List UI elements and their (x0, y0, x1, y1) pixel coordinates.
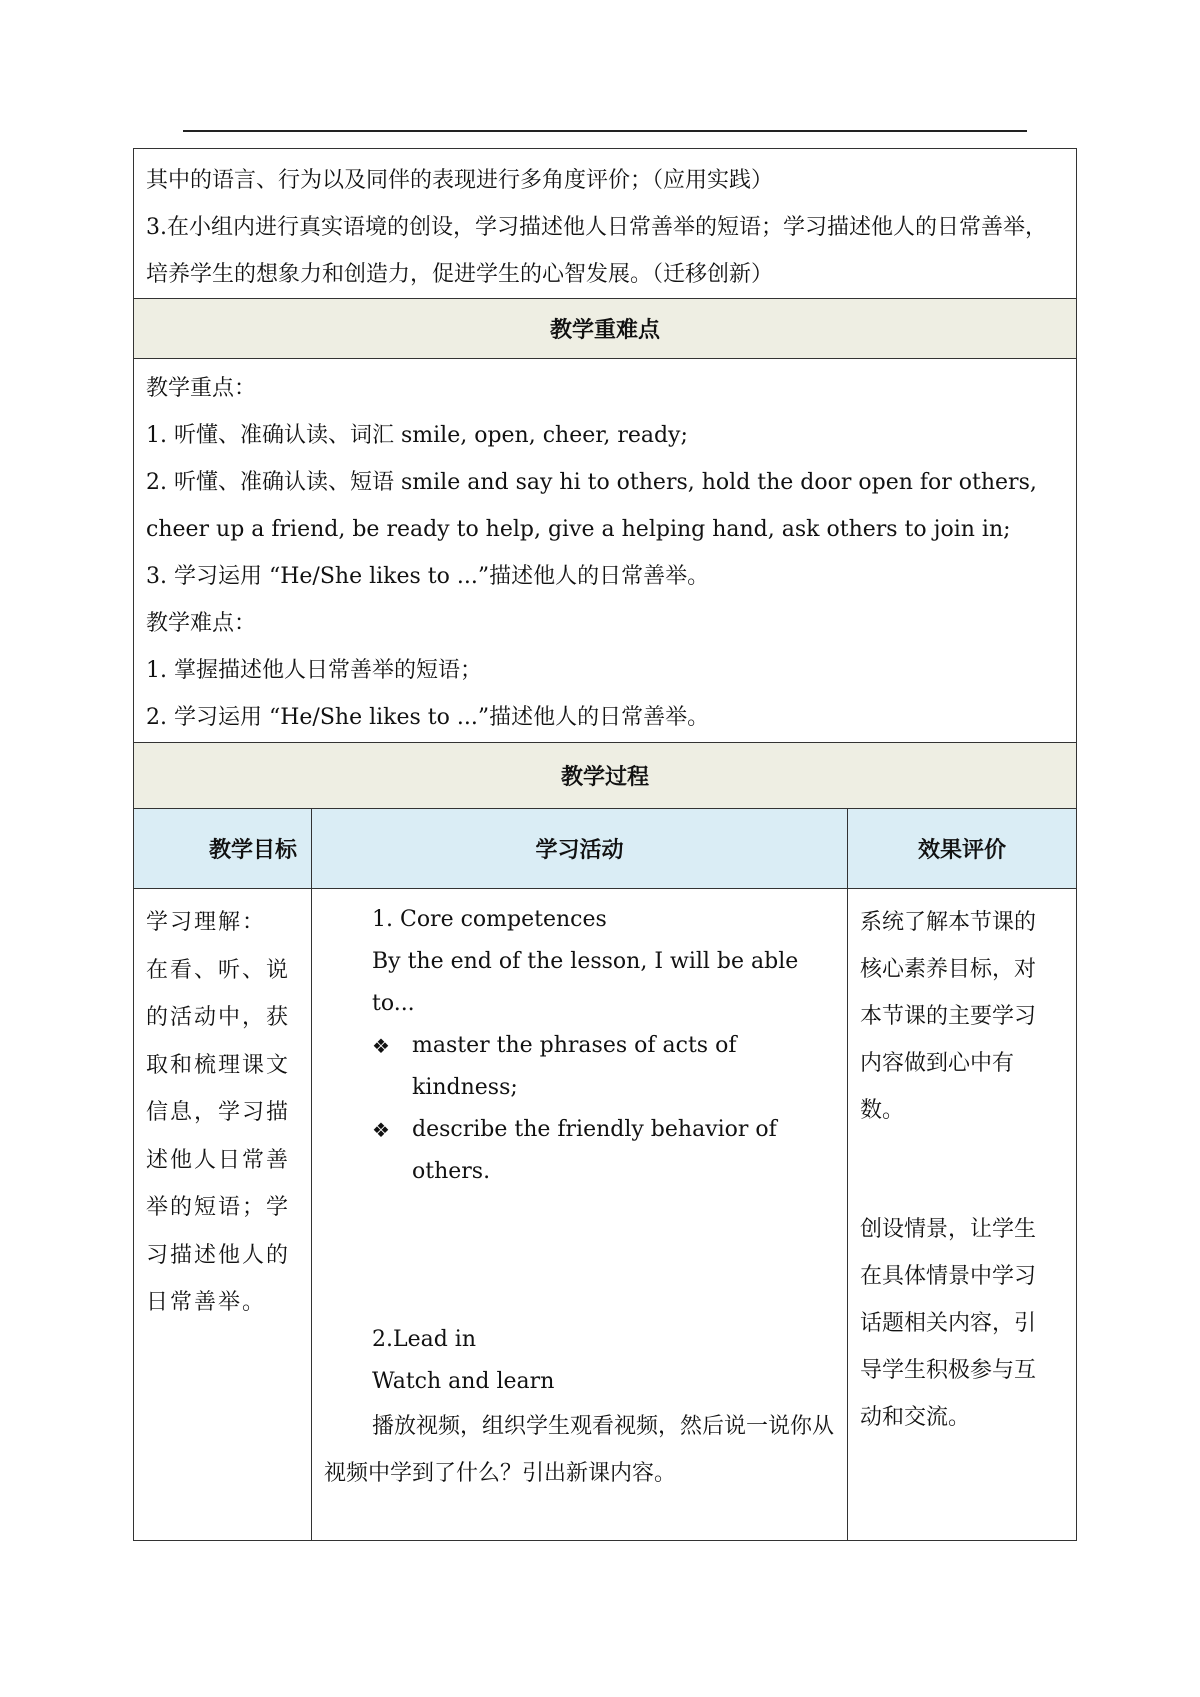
lead-in-title: 2.Lead in (372, 1327, 477, 1352)
goal-line: 日常善举。 (146, 1290, 267, 1315)
evaluation-line: 本节课的主要学习 (860, 1004, 1037, 1029)
goal-cell (134, 889, 312, 1540)
activity-cell (312, 889, 848, 1540)
goal-line: 习描述他人的 (146, 1242, 291, 1268)
goal-line: 信息，学习描 (146, 1100, 291, 1125)
goal-line: 举的短语；学 (146, 1195, 291, 1220)
core-competences-title: 1. Core competences (372, 907, 607, 932)
objective-line-2: 3.在小组内进行真实语境的创设，学习描述他人日常善举的短语；学习描述他人的日常善举，培养学生的想象力和创造力，促进学生的心智发展。（迁移创新） (146, 215, 1047, 287)
objective-line-1: 其中的语言、行为以及同伴的表现进行多角度评价；（应用实践） (146, 168, 774, 193)
bullet-item (324, 1109, 839, 1193)
difficulty-item: 2. 学习运用 “He/She likes to ...”描述他人的日常善举。 (146, 705, 710, 730)
column-header-evaluation: 效果评价 (848, 809, 1076, 888)
evaluation-line: 内容做到心中有 (860, 1051, 1015, 1076)
evaluation-cell (848, 889, 1076, 1540)
focus-item: 3. 学习运用 “He/She likes to ...”描述他人的日常善举。 (146, 564, 710, 589)
column-header-goal: 教学目标 (134, 809, 312, 888)
diamond-bullet-icon: ❖ (372, 1034, 390, 1058)
goal-line: 的活动中，获 (146, 1005, 291, 1030)
column-header-activity: 学习活动 (312, 809, 848, 888)
goal-line: 述他人日常善 (146, 1147, 291, 1173)
spacer (324, 1193, 839, 1319)
focus-item: 2. 听懂、准确认读、短语 smile and say hi to others, hold the door open for others, cheer up a friend, be ready to help, give a helping hand, ask others to join in; (146, 470, 1037, 542)
process-row (133, 889, 1077, 1541)
evaluation-line: 导学生积极参与互 (860, 1358, 1037, 1383)
goal-line: 学习理解： (146, 910, 267, 935)
evaluation-line: 数。 (860, 1098, 905, 1123)
bullet-item (324, 1025, 839, 1109)
lead-in-subtitle: Watch and learn (372, 1369, 555, 1394)
goal-line: 取和梳理课文 (146, 1052, 291, 1078)
difficulty-item: 1. 掌握描述他人日常善举的短语； (146, 658, 482, 683)
diamond-bullet-icon: ❖ (372, 1118, 390, 1142)
bullet-text: master the phrases of acts of kindness; (412, 1033, 737, 1100)
evaluation-line: 系统了解本节课的 (860, 910, 1037, 935)
evaluation-line: 动和交流。 (860, 1405, 971, 1430)
evaluation-line: 创设情景，让学生 (860, 1217, 1037, 1242)
key-points-heading: 教学重难点 (133, 299, 1077, 359)
focus-item: 1. 听懂、准确认读、词汇 smile, open, cheer, ready; (146, 423, 688, 448)
difficulty-label: 教学难点： (146, 611, 257, 636)
spacer (860, 1134, 1066, 1206)
core-competences-intro: By the end of the lesson, I will be able to... (372, 949, 799, 1016)
bullet-text: describe the friendly behavior of others. (412, 1117, 777, 1184)
evaluation-line: 在具体情景中学习 (860, 1264, 1037, 1289)
process-heading: 教学过程 (133, 743, 1077, 809)
evaluation-line: 核心素养目标，对 (860, 957, 1037, 982)
key-points-cell (133, 359, 1077, 743)
objectives-continued-cell (133, 148, 1077, 299)
header-rule (183, 130, 1027, 132)
evaluation-line: 话题相关内容，引 (860, 1311, 1037, 1336)
goal-line: 在看、听、说 (146, 957, 291, 983)
focus-label: 教学重点： (146, 376, 257, 401)
lesson-plan-table (133, 148, 1077, 1541)
lead-in-description: 播放视频，组织学生观看视频，然后说一说你从视频中学到了什么？引出新课内容。 (324, 1414, 835, 1486)
process-column-headers (133, 809, 1077, 889)
